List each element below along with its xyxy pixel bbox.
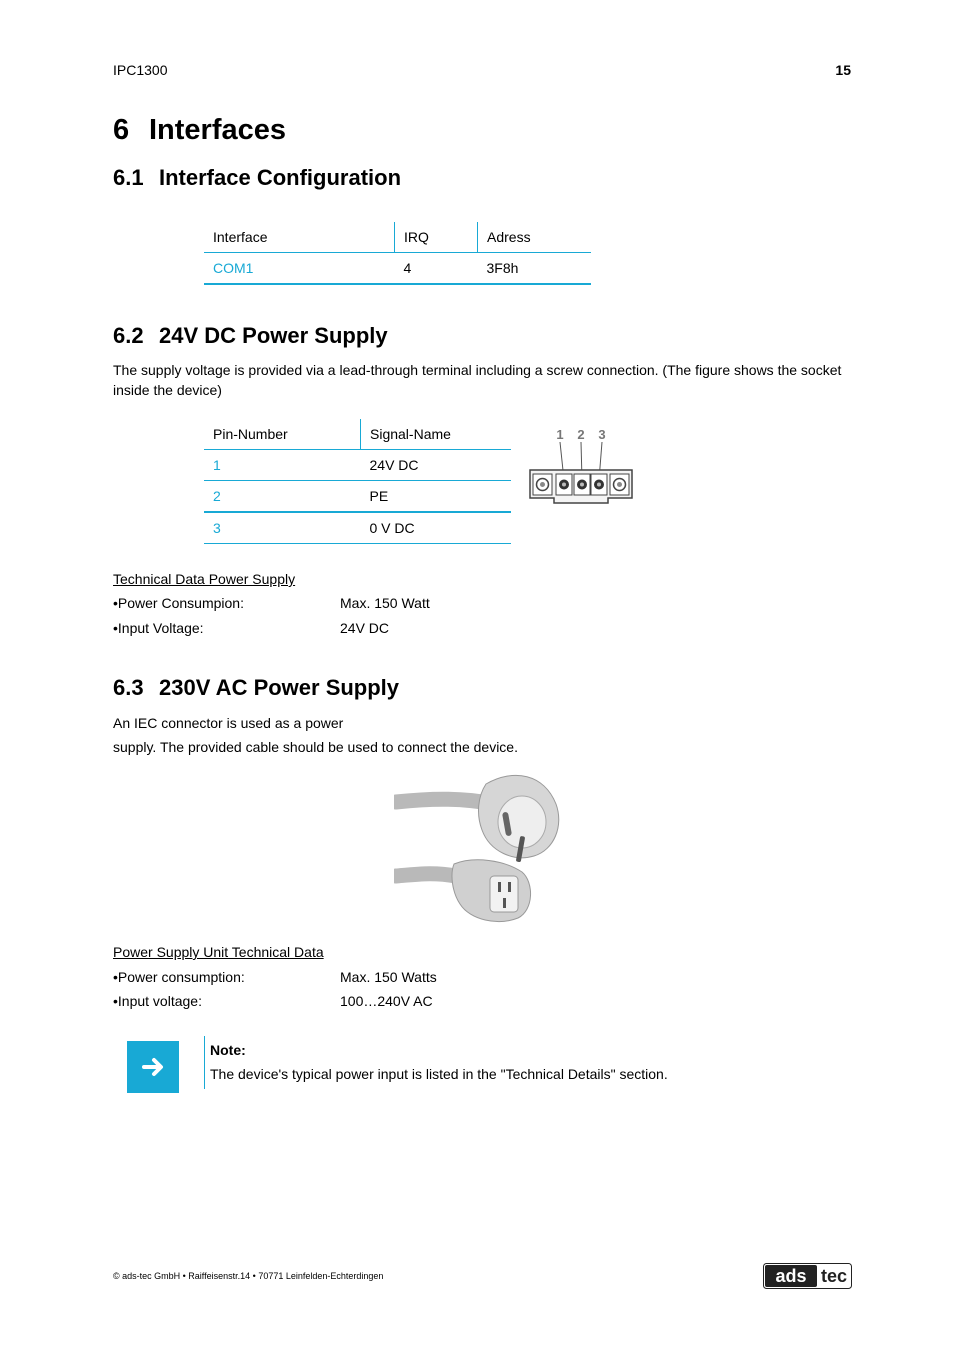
svg-text:ads: ads xyxy=(775,1266,807,1286)
page-number: 15 xyxy=(835,62,851,78)
section-number: 6.2 xyxy=(113,323,144,348)
chapter-heading xyxy=(113,114,286,147)
table-cell: 2 xyxy=(204,481,361,513)
section-paragraph-line: An IEC connector is used as a power xyxy=(113,715,344,731)
section-heading-6-3 xyxy=(113,675,399,701)
document-name: IPC1300 xyxy=(113,62,168,78)
spec-label: •Input Voltage: xyxy=(113,620,204,636)
table-header-row xyxy=(204,419,511,450)
pin-table xyxy=(204,419,511,544)
header-cell: IRQ xyxy=(395,222,478,253)
section-title: 230V AC Power Supply xyxy=(159,675,400,700)
footer-address: © ads-tec GmbH • Raiffeisenstr.14 • 70771 Leinfelden-Echterdingen xyxy=(113,1271,384,1281)
table-cell: COM1 xyxy=(204,253,395,285)
spec-label: •Power consumption: xyxy=(113,969,245,985)
table-cell: 3 xyxy=(204,512,361,544)
header-cell: Pin-Number xyxy=(204,419,361,450)
pin-label: 3 xyxy=(598,427,606,442)
tech-data-title: Technical Data Power Supply xyxy=(113,571,296,587)
table-header-row xyxy=(204,222,591,253)
table-row xyxy=(204,253,591,285)
chapter-title: Interfaces xyxy=(149,114,287,146)
spec-label: •Input voltage: xyxy=(113,993,202,1009)
arrow-right-icon xyxy=(127,1041,179,1093)
note-divider xyxy=(204,1036,205,1089)
table-cell: 24V DC xyxy=(361,450,512,481)
table-row xyxy=(204,481,511,513)
section-number: 6.3 xyxy=(113,675,144,700)
svg-text:tec: tec xyxy=(820,1266,848,1286)
interface-config-table xyxy=(204,222,591,285)
header-cell: Signal-Name xyxy=(361,419,512,450)
table-cell: 3F8h xyxy=(478,253,592,285)
note-label: Note: xyxy=(210,1042,246,1058)
header-cell: Adress xyxy=(478,222,592,253)
note-icon-box xyxy=(127,1041,179,1093)
pin-label: 1 xyxy=(556,427,564,442)
spec-value: 24V DC xyxy=(340,620,390,636)
psu-data-title: Power Supply Unit Technical Data xyxy=(113,944,324,960)
table-row xyxy=(204,512,511,544)
spec-value: Max. 150 Watt xyxy=(340,595,430,611)
section-paragraph-line: supply. The provided cable should be used to connect the device. xyxy=(113,739,518,755)
table-cell: 1 xyxy=(204,450,361,481)
section-title: 24V DC Power Supply xyxy=(159,323,388,348)
table-row xyxy=(204,450,511,481)
power-cable-figure xyxy=(394,764,564,930)
section-heading-6-1 xyxy=(113,165,401,191)
table-cell: PE xyxy=(361,481,512,513)
note-text: The device's typical power input is listed in the "Technical Details" section. xyxy=(210,1066,668,1082)
table-cell: 0 V DC xyxy=(361,512,512,544)
chapter-number: 6 xyxy=(113,114,130,146)
spec-label: •Power Consumpion: xyxy=(113,595,244,611)
terminal-socket-figure xyxy=(524,424,638,506)
spec-value: Max. 150 Watts xyxy=(340,969,437,985)
section-title: Interface Configuration xyxy=(159,165,402,190)
header-cell: Interface xyxy=(204,222,395,253)
table-cell: 4 xyxy=(395,253,478,285)
section-number: 6.1 xyxy=(113,165,144,190)
pin-label: 2 xyxy=(577,427,585,442)
spec-value: 100…240V AC xyxy=(340,993,433,1009)
company-logo xyxy=(763,1263,852,1289)
section-paragraph: The supply voltage is provided via a lead-through terminal including a screw connection. (The figure shows the socket inside the device) xyxy=(113,362,842,398)
section-heading-6-2 xyxy=(113,323,388,349)
